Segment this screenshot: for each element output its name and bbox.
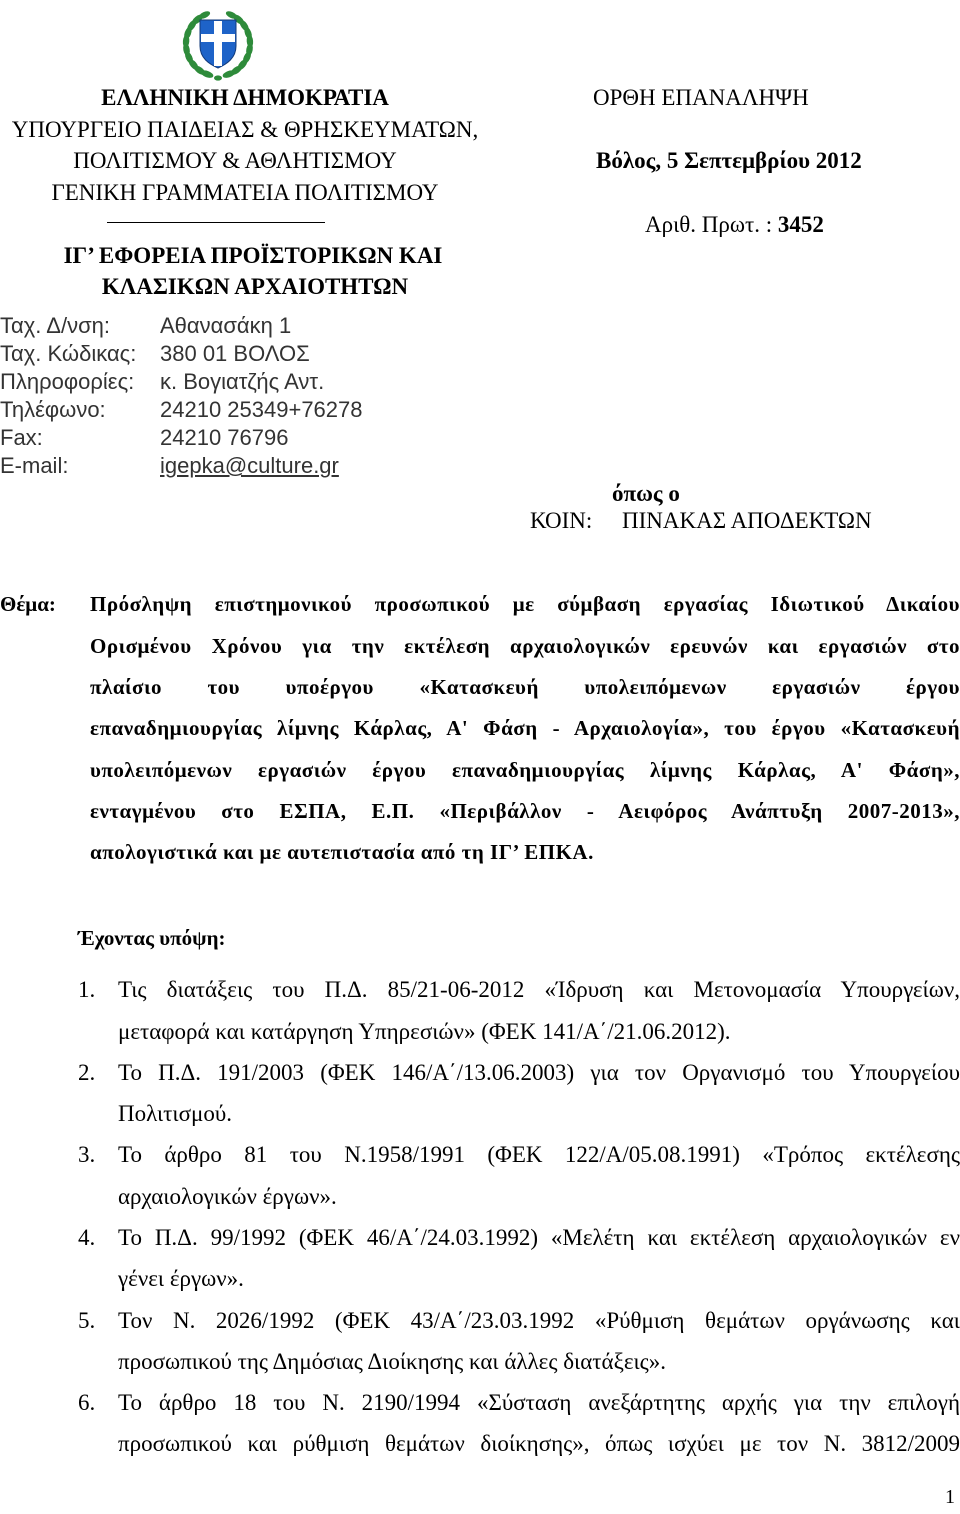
phone-label: Τηλέφωνο: [0,397,106,422]
list-item-line: προσωπικού της Δημόσιας Διοίκησης και άλλες διατάξεις». [118,1348,667,1374]
list-item-line: Το άρθρο 18 του Ν. 2190/1994 «Σύσταση ανεξάρτητης αρχής για την επιλογή [118,1390,960,1416]
header-divider [107,222,325,223]
list-item-text [118,1052,960,1135]
contact-row-phone [0,396,420,424]
cc-value: ΠΙΝΑΚΑΣ ΑΠΟΔΕΚΤΩΝ [622,508,872,533]
list-item [78,1052,960,1135]
list-item [78,969,960,1052]
subject-label: Θέμα: [0,592,56,616]
list-item-number: 2. [78,1059,96,1085]
subject-line: ενταγμένου στο ΕΣΠΑ, Ε.Π. «Περιβάλλον - Αειφόρος Ανάπτυξη 2007-2013», [90,798,960,823]
fax-label: Fax: [0,425,43,450]
list-item-line: γένει έργων». [118,1266,244,1292]
page-number: 1 [945,1486,955,1508]
general-secretariat: ΓΕΝΙΚΗ ΓΡΑΜΜΑΤΕΙΑ ΠΟΛΙΤΙΣΜΟΥ [51,180,439,205]
recipient-as-label: όπως ο [612,481,680,506]
list-item-line: Τον Ν. 2026/1992 (ΦΕΚ 43/Α΄/23.03.1992 «Ρύθμιση θεμάτων οργάνωσης και [118,1307,960,1333]
subject-line: υπολειπόμενων εργασιών έργου επαναδημιουργίας λίμνης Κάρλας, Α' Φάση», [90,757,960,782]
address-label: Ταχ. Δ/νση: [0,313,111,338]
postcode-value: 380 01 ΒΟΛΟΣ [160,341,310,366]
list-item [78,1382,960,1465]
list-item-line: μεταφορά και κατάργηση Υπηρεσιών» (ΦΕΚ 141/Α΄/21.06.2012). [118,1018,731,1044]
address-value: Αθανασάκη 1 [160,313,292,338]
info-label: Πληροφορίες: [0,369,135,394]
list-item [78,1134,960,1217]
cc-label: ΚΟΙΝ: [530,508,593,533]
place-date: Βόλος, 5 Σεπτεμβρίου 2012 [596,148,862,173]
contact-row-info [0,368,420,396]
protocol-label: Αριθ. Πρωτ. : [645,212,773,237]
list-item-number: 4. [78,1224,96,1250]
considering-heading: Έχοντας υπόψη: [78,926,226,950]
list-item-text [118,1382,960,1465]
list-item-line: Τις διατάξεις του Π.Δ. 85/21-06-2012 «Ίδρυση και Μετονομασία Υπουργείων, [118,977,960,1003]
list-item-line: αρχαιολογικών έργων». [118,1183,337,1209]
list-item-line: Το Π.Δ. 99/1992 (ΦΕΚ 46/Α΄/24.03.1992) «Μελέτη και εκτέλεση αρχαιολογικών εν [118,1224,960,1250]
subject-line: Ορισμένου Χρόνου για την εκτέλεση αρχαιολογικών ερευνών και εργασιών στο [90,633,960,658]
ephorate-line-1: ΙΓ’ ΕΦΟΡΕΙΑ ΠΡΟΪΣΤΟΡΙΚΩΝ ΚΑΙ [63,243,443,268]
list-item-number: 5. [78,1307,96,1333]
list-item [78,1217,960,1300]
postcode-label: Ταχ. Κώδικας: [0,341,137,366]
coat-of-arms-icon [180,2,256,84]
email-link[interactable]: igepka@culture.gr [160,453,339,478]
contact-block [0,312,420,480]
country-name: ΕΛΛΗΝΙΚΗ ΔΗΜΟΚΡΑΤΙΑ [101,85,389,110]
protocol-number: 3452 [777,212,824,237]
list-item-line: Το Π.Δ. 191/2003 (ΦΕΚ 146/Α΄/13.06.2003) για τον Οργανισμό του Υπουργείου [118,1059,960,1085]
corrected-repeat-notice: ΟΡΘΗ ΕΠΑΝΑΛΗΨΗ [593,85,809,110]
list-item-line: Το άρθρο 81 του Ν.1958/1991 (ΦΕΚ 122/Α/05.08.1991) «Τρόπος εκτέλεσης [118,1142,960,1168]
subject-line: πλαίσιο του υποέργου «Κατασκευή υπολειπόμενων εργασιών έργου [90,674,960,699]
list-item-number: 6. [78,1390,96,1416]
subject-line: απολογιστικά και με αυτεπιστασία από τη ΙΓ’ ΕΠΚΑ. [90,840,594,865]
subject-text [90,584,960,873]
email-label: E-mail: [0,453,69,478]
subject-line: επαναδημιουργίας λίμνης Κάρλας, Α' Φάση - Αρχαιολογία», του έργου «Κατασκευή [90,716,960,741]
list-item-text [118,1300,960,1383]
list-item [78,1300,960,1383]
ministry-line-1: ΥΠΟΥΡΓΕΙΟ ΠΑΙΔΕΙΑΣ & ΘΡΗΣΚΕΥΜΑΤΩΝ, [11,117,479,142]
list-item-number: 3. [78,1142,96,1168]
info-value: κ. Βογιατζής Αντ. [160,369,325,394]
list-item-text [118,1134,960,1217]
list-item-number: 1. [78,977,96,1003]
ephorate-line-2: ΚΛΑΣΙΚΩΝ ΑΡΧΑΙΟΤΗΤΩΝ [101,274,409,299]
contact-row-address [0,312,420,340]
considering-list [78,969,960,1464]
subject-line: Πρόσληψη επιστημονικού προσωπικού με σύμβαση εργασίας Ιδιωτικού Δικαίου [90,592,960,617]
phone-value: 24210 25349+76278 [160,397,363,422]
contact-row-fax [0,424,420,452]
contact-row-postcode [0,340,420,368]
list-item-text [118,1217,960,1300]
list-item-line: προσωπικού και ρύθμιση θεμάτων διοίκησης», όπως ισχύει με τον Ν. 3812/2009 [118,1431,960,1457]
fax-value: 24210 76796 [160,425,289,450]
protocol-line [645,210,824,240]
list-item-line: Πολιτισμού. [118,1101,232,1127]
contact-row-email [0,452,420,480]
ministry-line-2: ΠΟΛΙΤΙΣΜΟΥ & ΑΘΛΗΤΙΣΜΟΥ [73,148,397,173]
list-item-text [118,969,960,1052]
